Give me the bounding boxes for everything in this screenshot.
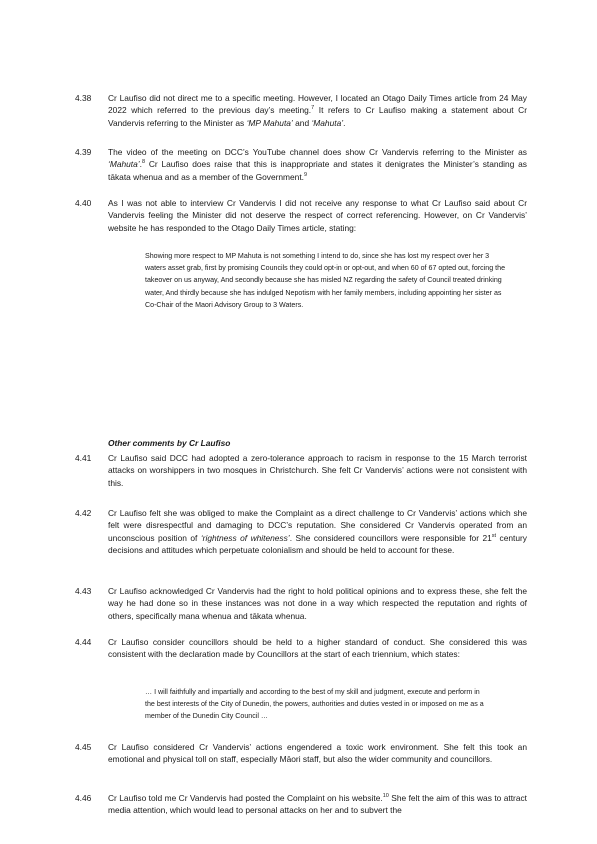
paragraph-number: 4.39: [75, 147, 92, 157]
paragraph-text: Cr Laufiso said DCC had adopted a zero-tolerance approach to racism in response to the 15 March terrorist attacks on worshippers in two mosques in Christchurch. She felt Cr Vandervis’ actions were not consistent with this.: [108, 453, 527, 488]
footnote-ref: 10: [382, 793, 389, 800]
paragraph-4-43: [75, 585, 527, 622]
footnote-ref: 8: [141, 159, 146, 166]
paragraph-number: 4.45: [75, 742, 92, 752]
paragraph-number: 4.41: [75, 453, 92, 463]
block-quote-website: Showing more respect to MP Mahuta is not something I intend to do, since she has lost my respect over her 3 waters asset grab, first by promising Councils they could opt-in or opt-out, and when 60 of 67 opted out, forcing the takeover on us anyway, And secondly because she has misled NZ regarding the safety of Council treated drinking water, And thirdly because she has indulged Nepotism with her family members, including appointing her sister as Co-Chair of the Maori Advisory Group to 3 Waters.: [145, 252, 506, 309]
footnote-ref: 7: [311, 105, 315, 112]
paragraph-4-44: [75, 636, 527, 661]
paragraph-number: 4.46: [75, 793, 92, 803]
paragraph-text: Cr Laufiso did not direct me to a specific meeting. However, I located an Otago Daily Times article from 24 May 2022 which referred to the previous day’s meeting.$^7$ It refers to Cr Laufiso making a statement about Cr Vandervis referring to the Minister as ‘MP Mahuta’ and ‘Mahuta’.: [108, 93, 527, 128]
paragraph-text: Cr Laufiso acknowledged Cr Vandervis had the right to hold political opinions and to express these, she felt the way he had done so in these instances was not done in a way which respected the reputation and rights of others, specifically mana whenua and tākata whenua.: [108, 586, 527, 621]
paragraph-4-39: [75, 146, 527, 183]
paragraph-text: Cr Laufiso told me Cr Vandervis had posted the Complaint on his website.$^{10}$ She felt the aim of this was to attract media attention, which would lead to personal attacks on her and to subvert the: [108, 793, 527, 816]
paragraph-4-38: [75, 92, 527, 129]
paragraph-text: Cr Laufiso consider councillors should be held to a higher standard of conduct. She considered this was consistent with the declaration made by Councillors at the start of each triennium, which states:: [108, 637, 527, 660]
paragraph-number: 4.42: [75, 508, 92, 518]
paragraph-text: As I was not able to interview Cr Vandervis I did not receive any response to what Cr Laufiso said about Cr Vandervis feeling the Minister did not deserve the respect of correct referencing. However, on Cr Vandervis’ website he has responded to the Otago Daily Times article, stating:: [108, 198, 527, 233]
paragraph-4-45: [75, 741, 527, 766]
paragraph-4-42: [75, 507, 527, 556]
paragraph-text: Cr Laufiso considered Cr Vandervis’ actions engendered a toxic work environment. She felt this took an emotional and physical toll on staff, especially Māori staff, but also the wider community and councillors.: [108, 742, 527, 765]
paragraph-text: Cr Laufiso felt she was obliged to make the Complaint as a direct challenge to Cr Vandervis’ actions which she felt were disrespectful and damaging to DCC’s reputation. She considered Cr Vandervis operated from an unconscious position of ‘rightness of whiteness’. She considered councillors were responsible for 21st century decisions and attitudes which perpetuate colonialism and should be held to account for these.: [108, 508, 527, 555]
section-subheading: Other comments by Cr Laufiso: [108, 438, 231, 448]
footnote-ref: 9: [304, 171, 308, 178]
paragraph-4-41: [75, 452, 527, 489]
paragraph-4-40: [75, 197, 527, 234]
paragraph-number: 4.38: [75, 93, 92, 103]
block-quote-declaration: … I will faithfully and impartially and according to the best of my skill and judgment, execute and perform in the best interests of the City of Dunedin, the powers, authorities and duties vested in or imposed on me as a member of the Dunedin City Council …: [145, 688, 484, 721]
paragraph-number: 4.43: [75, 586, 92, 596]
paragraph-text: The video of the meeting on DCC’s YouTube channel does show Cr Vandervis referring to the Minister as ‘Mahuta’.$^8$ Cr Laufiso does raise that this is inappropriate and states it denigrates the Minister’s standing as tākata whenua and as a member of the Government.$^9$: [108, 147, 527, 182]
paragraph-number: 4.40: [75, 198, 92, 208]
paragraph-4-46: [75, 792, 527, 817]
paragraph-number: 4.44: [75, 637, 92, 647]
